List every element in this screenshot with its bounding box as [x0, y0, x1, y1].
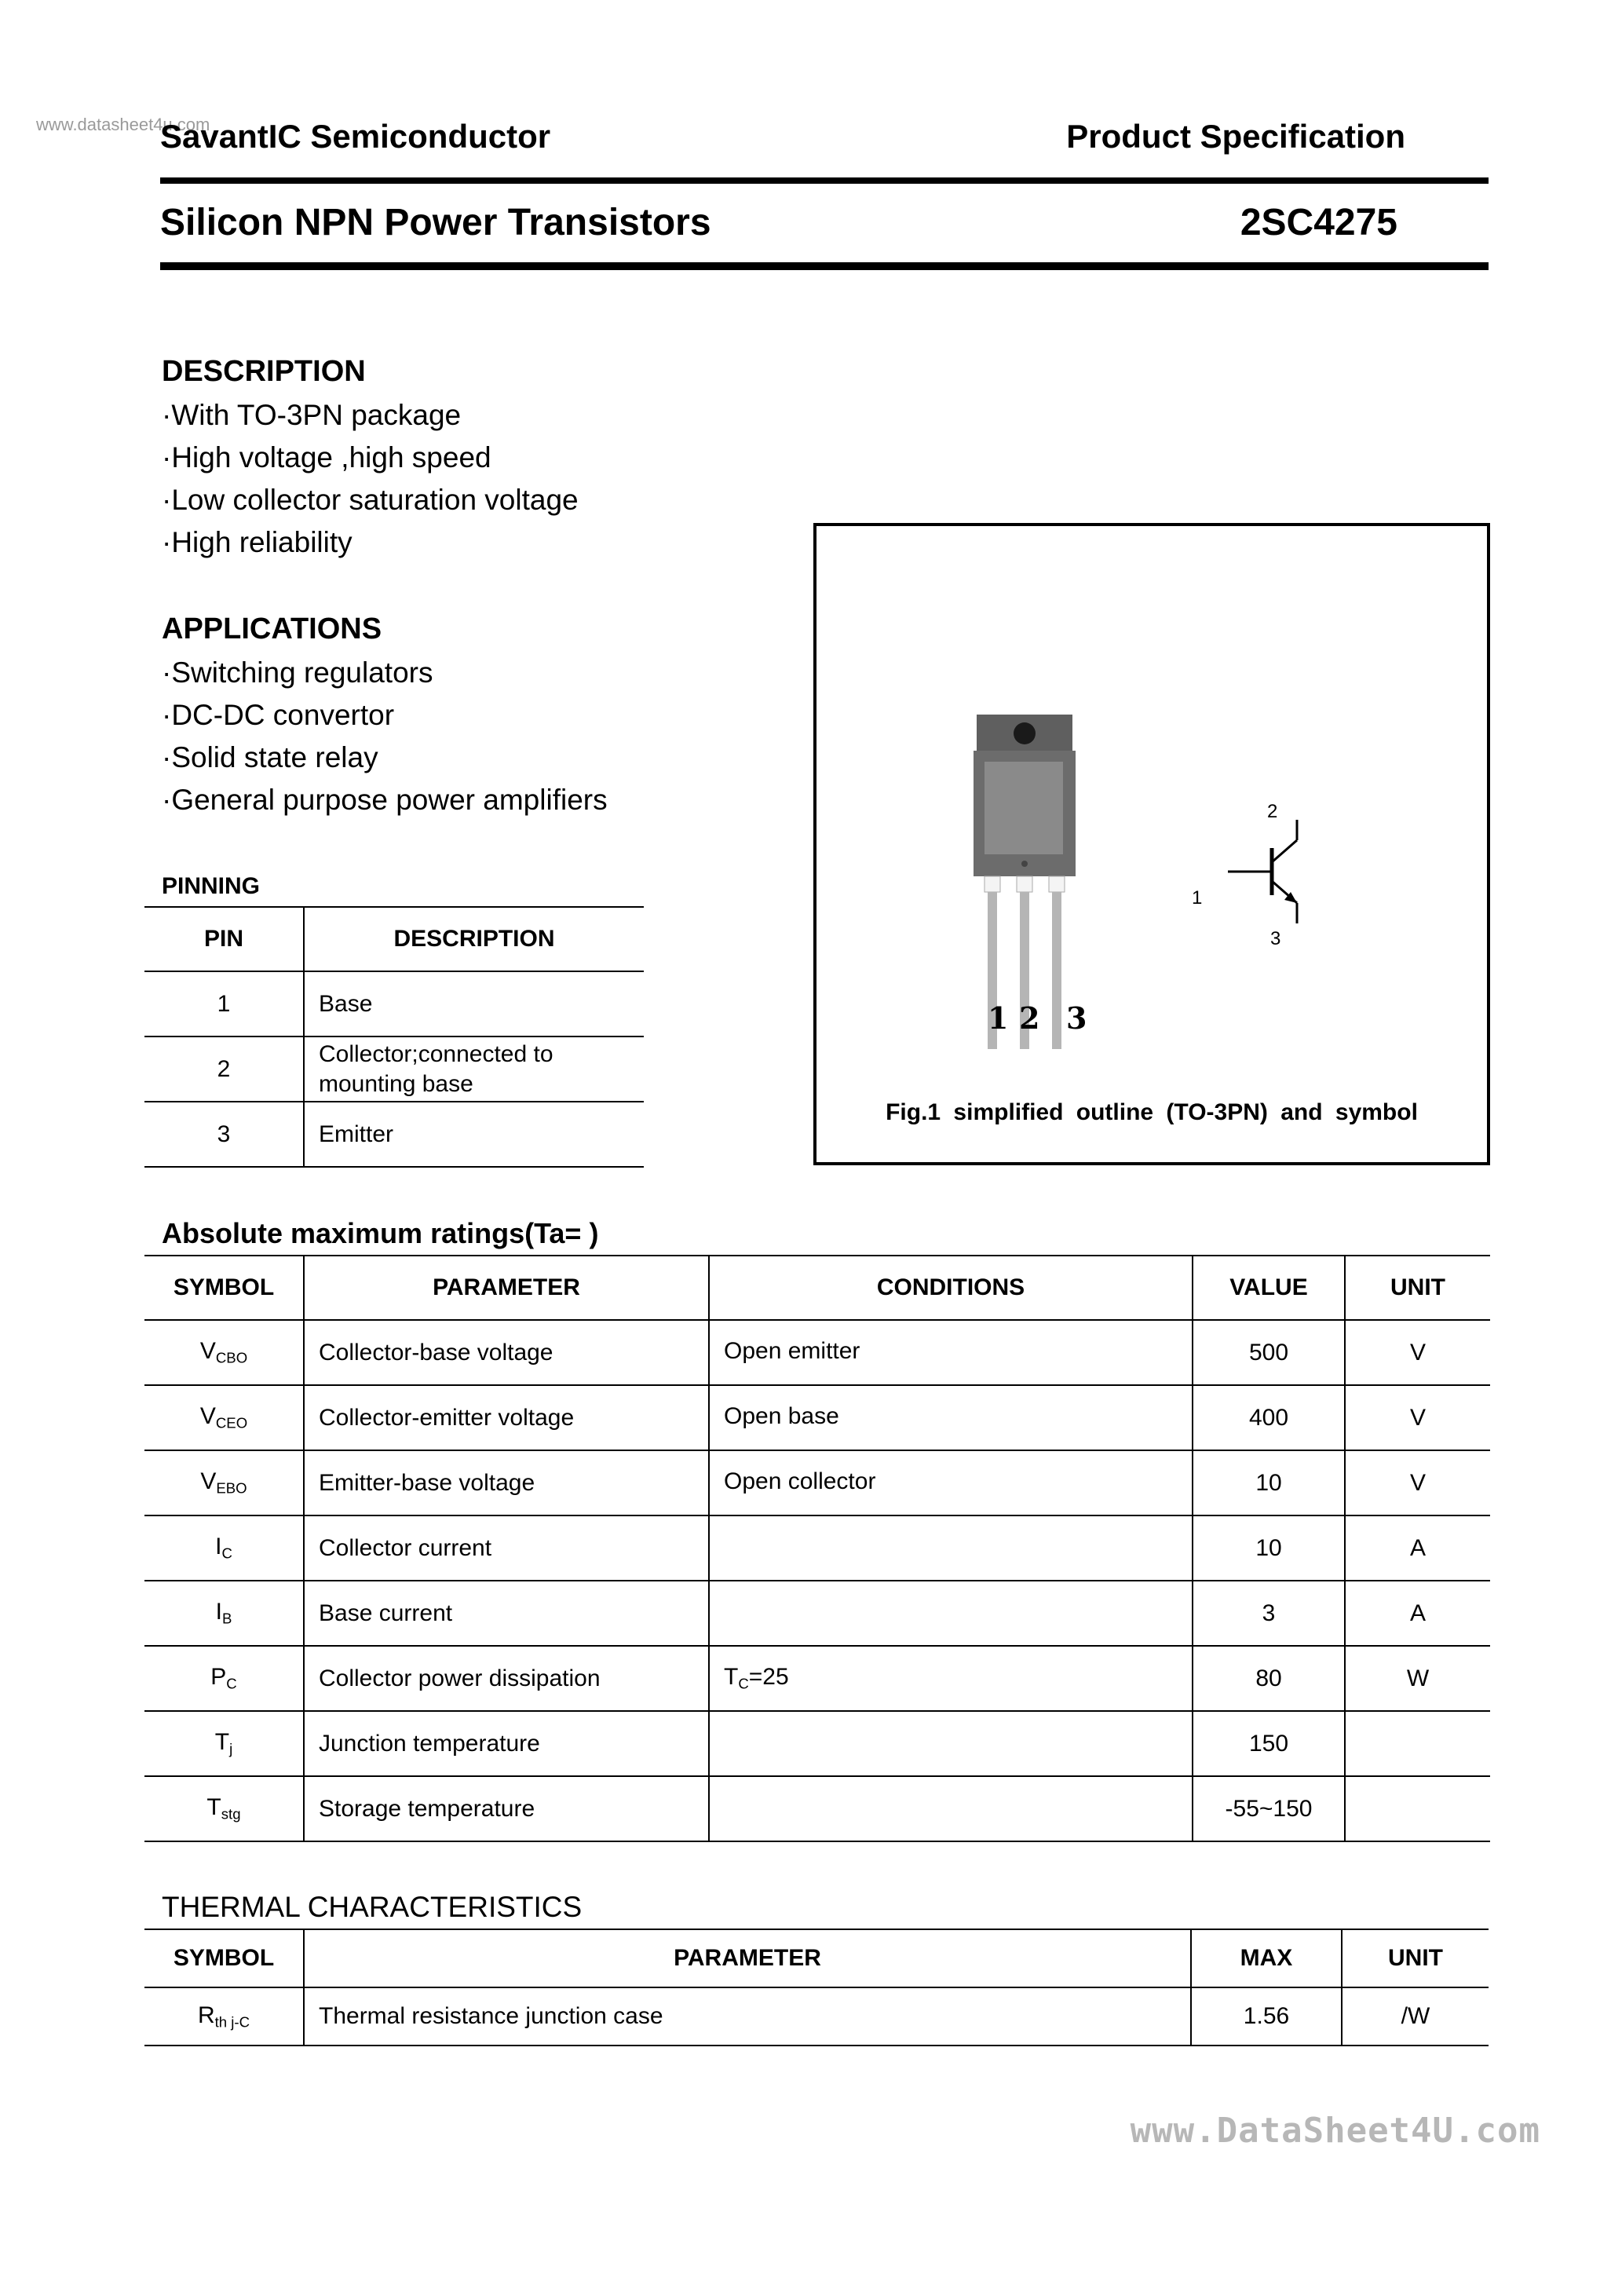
rating-value: 80 — [1193, 1646, 1345, 1711]
rating-symbol: $I_C$ — [215, 1534, 232, 1562]
pinning-row — [144, 971, 644, 1036]
description-item: ·High voltage ,high speed — [162, 441, 491, 473]
rating-condition: Open emitter — [709, 1320, 1193, 1385]
pinning-row — [144, 1036, 644, 1102]
rating-unit: V — [1345, 1385, 1490, 1450]
symbol-pin-label: 2 — [1267, 801, 1278, 822]
description-item: ·With TO-3PN package — [162, 399, 462, 431]
col-parameter: PARAMETER — [304, 1929, 1191, 1987]
rating-unit: A — [1345, 1581, 1490, 1646]
application-item: ·General purpose power amplifiers — [162, 784, 608, 816]
pinning-table — [144, 906, 644, 1168]
rating-parameter: Junction temperature — [304, 1711, 709, 1776]
company-name: SavantIC Semiconductor — [160, 118, 551, 155]
watermark-url-top: www.datasheet4u.com — [36, 115, 210, 134]
rating-row — [144, 1450, 1490, 1515]
rating-symbol: $V_{CBO}$ — [199, 1338, 248, 1366]
rating-parameter: Collector-emitter voltage — [304, 1385, 709, 1450]
rating-condition — [709, 1711, 1193, 1776]
rating-parameter: Collector power dissipation — [304, 1646, 709, 1711]
thermal-value: 1.56 — [1191, 1987, 1342, 2046]
rating-parameter: Emitter-base voltage — [304, 1450, 709, 1515]
rating-value: 400 — [1193, 1385, 1345, 1450]
col-pin: PIN — [203, 926, 243, 952]
col-unit: UNIT — [1342, 1929, 1489, 1987]
pin-number: 3 — [217, 1121, 231, 1147]
rating-condition: Open collector — [709, 1450, 1193, 1515]
col-unit: UNIT — [1345, 1256, 1490, 1320]
abs-max-header-row — [144, 1256, 1490, 1320]
application-item: ·Switching regulators — [162, 656, 433, 689]
rating-value: 3 — [1193, 1581, 1345, 1646]
header-rule-top — [160, 177, 1489, 184]
pin-description: Emitter — [304, 1102, 644, 1167]
rating-unit — [1345, 1711, 1490, 1776]
symbol-pin-label: 3 — [1270, 928, 1281, 949]
rating-symbol: $T_{stg}$ — [206, 1794, 241, 1823]
description-heading: DESCRIPTION — [162, 355, 366, 388]
thermal-symbol: $R_{th j-C}$ — [197, 2002, 250, 2031]
rating-parameter: Base current — [304, 1581, 709, 1646]
rating-row — [144, 1320, 1490, 1385]
rating-condition — [709, 1515, 1193, 1581]
abs-max-heading: Absolute maximum ratings(Ta= ) — [162, 1217, 599, 1249]
col-conditions: CONDITIONS — [709, 1256, 1193, 1320]
header-rule-bottom — [160, 262, 1489, 270]
rating-unit: A — [1345, 1515, 1490, 1581]
rating-row — [144, 1581, 1490, 1646]
thermal-heading: THERMAL CHARACTERISTICS — [162, 1891, 583, 1923]
thermal-parameter: Thermal resistance junction case — [304, 1987, 1191, 2046]
rating-parameter: Collector current — [304, 1515, 709, 1581]
pin-number: 2 — [217, 1055, 231, 1082]
rating-unit: V — [1345, 1320, 1490, 1385]
rating-parameter: Collector-base voltage — [304, 1320, 709, 1385]
rating-symbol: $T_j$ — [214, 1729, 233, 1757]
col-symbol: SYMBOL — [173, 1945, 275, 1971]
col-max: MAX — [1191, 1929, 1342, 1987]
part-number: 2SC4275 — [1240, 202, 1397, 243]
pin-number: 1 — [217, 990, 231, 1017]
application-item: ·DC-DC convertor — [162, 699, 395, 731]
rating-unit: V — [1345, 1450, 1490, 1515]
symbol-pin-label: 1 — [1192, 887, 1203, 909]
rating-row — [144, 1776, 1490, 1841]
thermal-row — [144, 1987, 1489, 2046]
rating-value: 500 — [1193, 1320, 1345, 1385]
package-pin-label: 1 — [988, 1000, 1009, 1036]
document-type: Product Specification — [1066, 118, 1405, 155]
figure-caption: Fig.1 simplified outline (TO-3PN) and symbol — [886, 1099, 1418, 1125]
rating-symbol: $I_B$ — [215, 1599, 232, 1627]
abs-max-table — [144, 1255, 1490, 1842]
rating-condition — [709, 1776, 1193, 1841]
pinning-header-row — [144, 907, 644, 971]
rating-value: 10 — [1193, 1450, 1345, 1515]
thermal-unit: /W — [1342, 1987, 1489, 2046]
description-item: ·Low collector saturation voltage — [162, 484, 579, 516]
applications-heading: APPLICATIONS — [162, 612, 382, 645]
pinning-heading: PINNING — [162, 873, 261, 899]
rating-symbol: $V_{CEO}$ — [199, 1403, 248, 1431]
description-item: ·High reliability — [162, 526, 353, 558]
application-item: ·Solid state relay — [162, 741, 378, 773]
rating-row — [144, 1385, 1490, 1450]
rating-row — [144, 1646, 1490, 1711]
col-symbol: SYMBOL — [173, 1274, 275, 1300]
rating-condition: $T_C=25$ — [709, 1646, 1193, 1711]
rating-value: -55~150 — [1193, 1776, 1345, 1841]
rating-unit: W — [1345, 1646, 1490, 1711]
package-pin-label: 3 — [1066, 1000, 1087, 1036]
rating-parameter: Storage temperature — [304, 1776, 709, 1841]
col-parameter: PARAMETER — [304, 1256, 709, 1320]
pinning-row — [144, 1102, 644, 1167]
npn-transistor-symbol — [1196, 793, 1322, 950]
rating-symbol: $V_{EBO}$ — [200, 1468, 247, 1497]
figure-box — [813, 523, 1490, 1165]
thermal-header-row — [144, 1929, 1489, 1987]
product-title: Silicon NPN Power Transistors — [160, 202, 711, 243]
pin-description: Base — [304, 971, 644, 1036]
rating-row — [144, 1515, 1490, 1581]
col-description: DESCRIPTION — [304, 907, 644, 971]
watermark-url-bottom: www.DataSheet4U.com — [1130, 2111, 1540, 2151]
package-pin-label: 2 — [1019, 1000, 1040, 1036]
rating-row — [144, 1711, 1490, 1776]
pin-description: Collector;connected to mounting base — [304, 1036, 644, 1102]
col-value: VALUE — [1193, 1256, 1345, 1320]
rating-condition — [709, 1581, 1193, 1646]
rating-condition: Open base — [709, 1385, 1193, 1450]
rating-value: 150 — [1193, 1711, 1345, 1776]
rating-value: 10 — [1193, 1515, 1345, 1581]
thermal-table — [144, 1929, 1489, 2046]
rating-unit — [1345, 1776, 1490, 1841]
rating-symbol: $P_C$ — [210, 1664, 237, 1692]
